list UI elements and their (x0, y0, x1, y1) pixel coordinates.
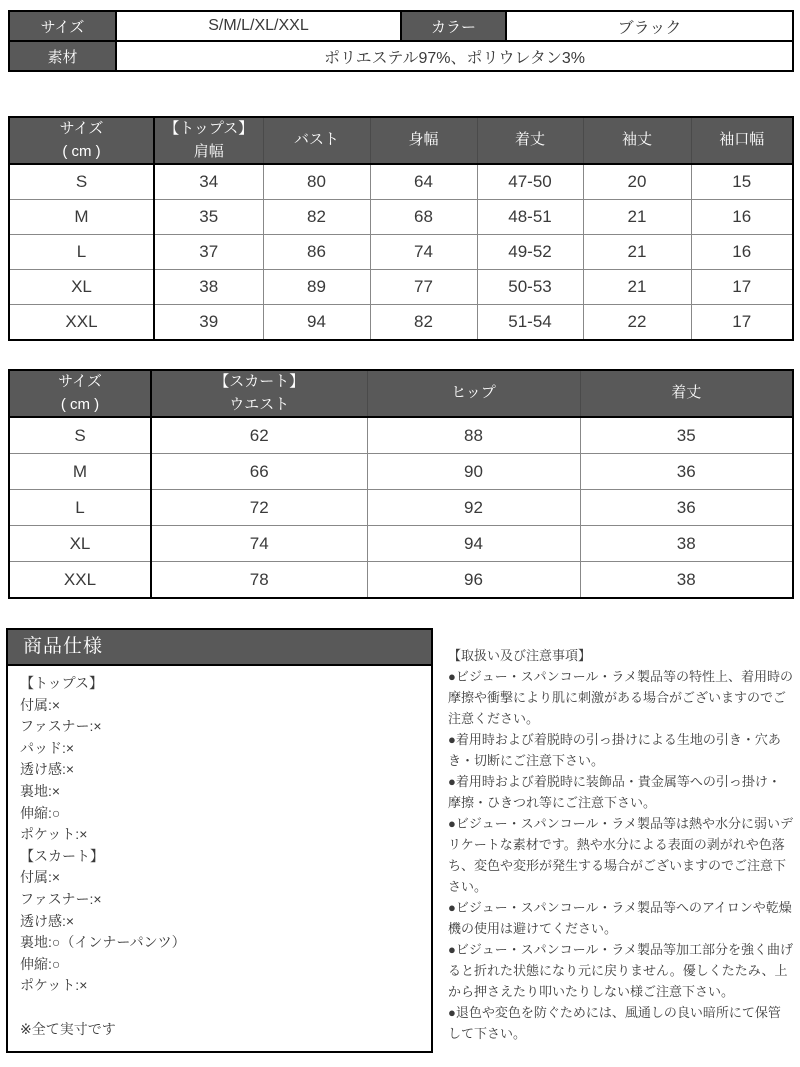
table-row (9, 235, 793, 270)
body-width-cell: 68 (370, 200, 477, 235)
bust-cell: 86 (263, 235, 370, 270)
header-line: ウエスト (229, 395, 290, 413)
hip-cell: 92 (367, 490, 580, 526)
spec-item: 透け感:× (20, 761, 75, 778)
shoulder-cell: 38 (154, 270, 263, 305)
material-value-cell: ポリエステル97%、ポリウレタン3% (116, 41, 793, 71)
hip-cell: 90 (367, 454, 580, 490)
product-spec-list (8, 666, 431, 1041)
spec-note: ※全て実寸です (20, 1020, 116, 1037)
bust-cell: 80 (263, 164, 370, 200)
table-row (9, 305, 793, 341)
header-line: ( cm ) (60, 395, 100, 413)
spec-item: 付属:× (20, 696, 61, 713)
care-note-item: ●ビジュー・スパンコール・ラメ製品等へのアイロンや乾燥機の使用は避けてください。 (448, 900, 792, 936)
care-note-item: ●ビジュー・スパンコール・ラメ製品等の特性上、着用時の摩擦や衝撃により肌に刺激がある場合がございますのでご注意ください。 (448, 669, 793, 726)
cuff-cell: 15 (691, 164, 793, 200)
length-cell: 35 (580, 417, 793, 454)
size-cell: XXL (9, 562, 151, 599)
table-header-row (9, 117, 793, 164)
column-header-waist (151, 370, 367, 417)
care-note-item: ●着用時および着脱時の引っ掛けによる生地の引き・穴あき・切断にご注意下さい。 (448, 732, 781, 768)
care-notes-section (448, 645, 793, 1044)
spec-item: ポケット:× (20, 977, 88, 994)
length-cell: 38 (580, 526, 793, 562)
material-label-cell: 素材 (9, 41, 116, 71)
product-info-table (8, 10, 794, 72)
skirt-size-table (8, 369, 794, 599)
table-row (9, 562, 793, 599)
shoulder-cell: 39 (154, 305, 263, 341)
product-spec-title: 商品仕様 (8, 630, 431, 666)
waist-cell: 66 (151, 454, 367, 490)
bust-cell: 82 (263, 200, 370, 235)
length-cell: 50-53 (477, 270, 583, 305)
size-cell: M (9, 200, 154, 235)
size-cell: M (9, 454, 151, 490)
table-header-row (9, 370, 793, 417)
column-header-cuff: 袖口幅 (691, 117, 793, 164)
spec-item: 透け感:× (20, 912, 75, 929)
header-line: 【トップス】 (164, 120, 254, 137)
spec-item: 【スカート】 (20, 847, 104, 864)
care-note-item: ●着用時および着脱時に装飾品・貴金属等への引っ掛け・摩擦・ひきつれ等にご注意下さい。 (448, 774, 781, 810)
header-line: 【スカート】 (214, 373, 305, 390)
column-header-shoulder (154, 117, 263, 164)
bust-cell: 94 (263, 305, 370, 341)
table-row (9, 164, 793, 200)
sleeve-cell: 21 (583, 200, 691, 235)
bust-cell: 89 (263, 270, 370, 305)
waist-cell: 74 (151, 526, 367, 562)
cuff-cell: 17 (691, 305, 793, 341)
color-label-cell: カラー (401, 11, 506, 41)
table-row (9, 41, 793, 71)
body-width-cell: 64 (370, 164, 477, 200)
length-cell: 49-52 (477, 235, 583, 270)
spec-item: 裏地:○（インナーパンツ） (20, 934, 186, 951)
length-cell: 48-51 (477, 200, 583, 235)
length-cell: 47-50 (477, 164, 583, 200)
table-row (9, 490, 793, 526)
sleeve-cell: 22 (583, 305, 691, 341)
column-header-hip: ヒップ (367, 370, 580, 417)
care-note-item: ●ビジュー・スパンコール・ラメ製品等加工部分を強く曲げると折れた状態になり元に戻りません。優しくたたみ、上から押さえたり叩いたりしない様ご注意下さい。 (448, 942, 793, 999)
length-cell: 36 (580, 490, 793, 526)
size-value-cell: S/M/L/XL/XXL (116, 11, 401, 41)
spec-item: 伸縮:○ (20, 955, 61, 972)
body-width-cell: 77 (370, 270, 477, 305)
cuff-cell: 17 (691, 270, 793, 305)
column-header-length: 着丈 (477, 117, 583, 164)
sleeve-cell: 20 (583, 164, 691, 200)
care-notes-title: 【取扱い及び注意事項】 (448, 648, 592, 663)
waist-cell: 72 (151, 490, 367, 526)
table-row (9, 270, 793, 305)
header-line: サイズ (59, 120, 104, 137)
hip-cell: 96 (367, 562, 580, 599)
size-cell: XL (9, 526, 151, 562)
column-header-bust: バスト (263, 117, 370, 164)
size-cell: S (9, 164, 154, 200)
spec-item: 【トップス】 (20, 675, 104, 691)
shoulder-cell: 37 (154, 235, 263, 270)
spec-item: ファスナー:× (20, 718, 102, 735)
hip-cell: 94 (367, 526, 580, 562)
care-note-item: ●退色や変色を防ぐためには、風通しの良い暗所にて保管して下さい。 (448, 1005, 781, 1041)
length-cell: 38 (580, 562, 793, 599)
size-label-cell: サイズ (9, 11, 116, 41)
sleeve-cell: 21 (583, 235, 691, 270)
length-cell: 51-54 (477, 305, 583, 341)
table-row (9, 454, 793, 490)
spec-item: 付属:× (20, 869, 61, 886)
column-header-size (9, 370, 151, 417)
column-header-sleeve: 袖丈 (583, 117, 691, 164)
size-cell: XXL (9, 305, 154, 341)
table-row (9, 417, 793, 454)
sleeve-cell: 21 (583, 270, 691, 305)
size-cell: L (9, 235, 154, 270)
spec-item: ファスナー:× (20, 890, 102, 907)
spec-item: ポケット:× (20, 826, 88, 843)
size-cell: S (9, 417, 151, 454)
shoulder-cell: 34 (154, 164, 263, 200)
waist-cell: 78 (151, 562, 367, 599)
spec-item: 伸縮:○ (20, 804, 61, 821)
table-row (9, 200, 793, 235)
column-header-body-width: 身幅 (370, 117, 477, 164)
color-value-cell: ブラック (506, 11, 793, 41)
header-line: サイズ (58, 373, 102, 390)
cuff-cell: 16 (691, 200, 793, 235)
hip-cell: 88 (367, 417, 580, 454)
product-spec-box (6, 628, 433, 1053)
shoulder-cell: 35 (154, 200, 263, 235)
care-note-item: ●ビジュー・スパンコール・ラメ製品等は熱や水分に弱いデリケートな素材です。熱や水分による表面の剥がれや色落ち、変色や変形が発生する場合がございますのでご注意下さい。 (448, 816, 793, 894)
column-header-length: 着丈 (580, 370, 793, 417)
tops-size-table (8, 116, 794, 341)
body-width-cell: 82 (370, 305, 477, 341)
spec-item: 裏地:× (20, 782, 61, 799)
waist-cell: 62 (151, 417, 367, 454)
header-line: ( cm ) (62, 142, 101, 160)
header-line: 肩幅 (193, 142, 224, 160)
size-cell: L (9, 490, 151, 526)
length-cell: 36 (580, 454, 793, 490)
column-header-size (9, 117, 154, 164)
size-cell: XL (9, 270, 154, 305)
table-row (9, 11, 793, 41)
table-row (9, 526, 793, 562)
cuff-cell: 16 (691, 235, 793, 270)
body-width-cell: 74 (370, 235, 477, 270)
spec-item: パッド:× (20, 739, 75, 756)
